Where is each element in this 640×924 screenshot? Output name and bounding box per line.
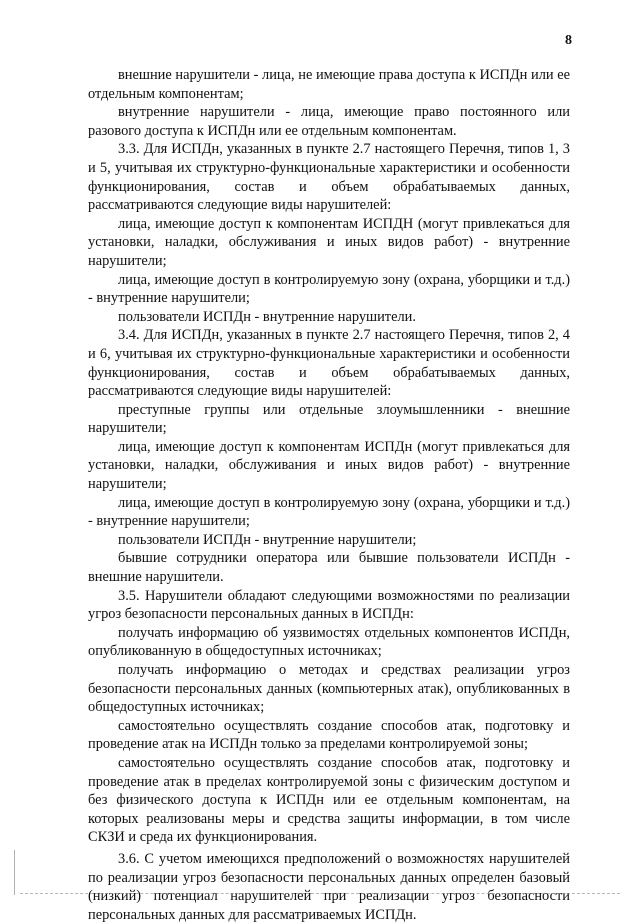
paragraph-3-4-item-component-access: лица, имеющие доступ к компонентам ИСПДн (могут привлекаться для установки, наладки, обслуживания и иных видов работ) - внутренние нарушители; [88, 438, 570, 493]
paragraph-3-5-item-vulnerability-info: получать информацию об уязвимостях отдельных компонентов ИСПДн, опубликованную в общедоступных источниках; [88, 624, 570, 660]
paragraph-3-5-item-methods-info: получать информацию о методах и средствах реализации угроз безопасности персональных данных (компьютерных атак), опубликованных в общедоступных источниках; [88, 662, 570, 716]
paragraph-3-4-item-former-staff: бывшие сотрудники оператора или бывшие пользователи ИСПДн - внешние нарушители. [88, 550, 570, 586]
paragraph-3-5-item-attacks-outside-zone: самостоятельно осуществлять создание способов атак, подготовку и проведение атак на ИСПДн только за пределами контролируемой зоны; [88, 717, 570, 753]
scan-bottom-artifact [20, 893, 620, 894]
paragraph-3-4-item-users: пользователи ИСПДн - внутренние нарушители; [118, 531, 417, 548]
scan-edge-mark [14, 850, 15, 895]
paragraph-3-4: 3.4. Для ИСПДн, указанных в пункте 2.7 настоящего Перечня, типов 2, 4 и 6, учитывая их структурно-функциональные характеристики и особенности функционирования, состав и объем обрабатываемых данных, рассматриваются следующие виды нарушителей: [88, 327, 570, 400]
paragraph-3-6: 3.6. С учетом имеющихся предположений о возможностях нарушителей по реализации угроз безопасности персональных данных определен базовый (низкий) потенциал нарушителей при реализации угроз безопасности персональных данных для рассматриваемых ИСПДн. [88, 850, 570, 923]
paragraph-3-3: 3.3. Для ИСПДн, указанных в пункте 2.7 настоящего Перечня, типов 1, 3 и 5, учитывая их структурно-функциональные характеристики и особенности функционирования, состав и объем обрабатываемых данных, рассматриваются следующие виды нарушителей: [88, 141, 570, 214]
document-body [88, 66, 570, 924]
paragraph-3-4-item-criminal-groups: преступные группы или отдельные злоумышленники - внешние нарушители; [88, 401, 570, 437]
paragraph-3-4-item-zone-access: лица, имеющие доступ в контролируемую зону (охрана, уборщики и т.д.) - внутренние нарушители; [88, 494, 570, 530]
paragraph-3-5: 3.5. Нарушители обладают следующими возможностями по реализации угроз безопасности персональных данных в ИСПДн: [88, 587, 570, 623]
paragraph-3-3-item-component-access: лица, имеющие доступ к компонентам ИСПДН (могут привлекаться для установки, наладки, обслуживания и иных видов работ) - внутренние нарушители; [88, 215, 570, 269]
paragraph-3-3-item-zone-access: лица, имеющие доступ в контролируемую зону (охрана, уборщики и т.д.) - внутренние нарушители; [88, 271, 570, 307]
paragraph-internal-violators: внутренние нарушители - лица, имеющие право постоянного или разового доступа к ИСПДн или ее отдельным компонентам. [88, 104, 570, 139]
paragraph-external-violators: внешние нарушители - лица, не имеющие права доступа к ИСПДн или ее отдельным компонентам; [88, 67, 570, 102]
paragraph-3-3-item-users: пользователи ИСПДн - внутренние нарушители. [118, 308, 416, 325]
paragraph-3-5-item-attacks-inside-zone: самостоятельно осуществлять создание способов атак, подготовку и проведение атак в пределах контролируемой зоны с физическим доступом и без физического доступа к ИСПДн или ее отдельным компонентам, на которых реализованы меры и средства защиты информации, в том числе СКЗИ и среда их функционирования. [88, 754, 570, 846]
page-number: 8 [565, 33, 572, 48]
